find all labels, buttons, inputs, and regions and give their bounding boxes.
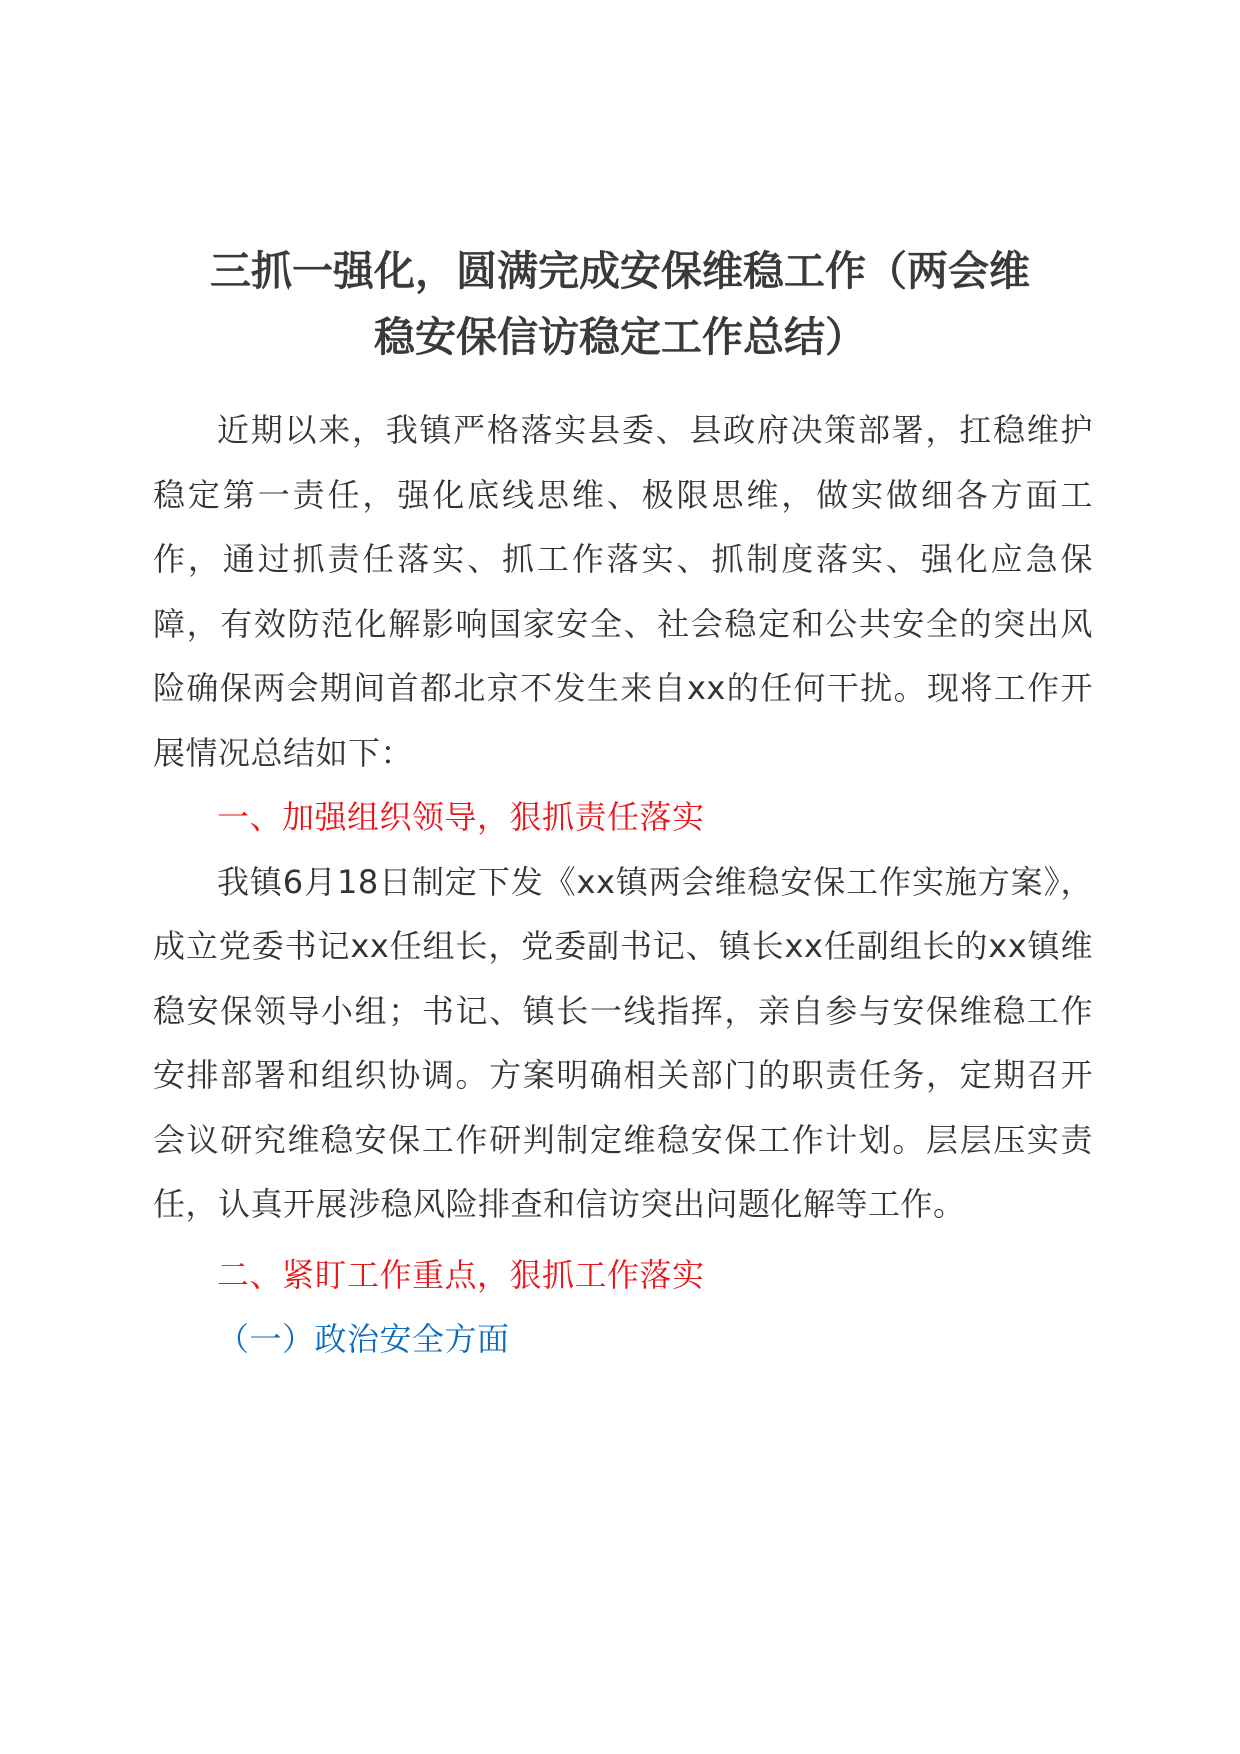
subsection-1-heading: （一）政治安全方面 [217, 1320, 510, 1358]
document-title-line-1: 三抓一强化，圆满完成安保维稳工作（两会维 [210, 247, 1030, 295]
document-title [150, 238, 1090, 370]
intro-paragraph: 近期以来，我镇严格落实县委、县政府决策部署，扛稳维护稳定第一责任，强化底线思维、极限思维，做实做细各方面工作，通过抓责任落实、抓工作落实、抓制度落实、强化应急保障，有效防范化解影响国家安全、社会稳定和公共安全的突出风险确保两会期间首都北京不发生来自xx的任何干扰。现将工作开展情况总结如下： [153, 411, 1093, 772]
document-body [153, 398, 1093, 1372]
section-1-paragraph: 我镇6月18日制定下发《xx镇两会维稳安保工作实施方案》，成立党委书记xx任组长，党委副书记、镇长xx任副组长的xx镇维稳安保领导小组；书记、镇长一线指挥，亲自参与安保维稳工作安排部署和组织协调。方案明确相关部门的职责任务，定期召开会议研究维稳安保工作研判制定维稳安保工作计划。层层压实责任，认真开展涉稳风险排查和信访突出问题化解等工作。 [153, 862, 1093, 1223]
section-2-heading: 二、紧盯工作重点，狠抓工作落实 [217, 1255, 705, 1294]
document-title-line-2: 稳安保信访稳定工作总结） [374, 313, 866, 361]
section-1-heading: 一、加强组织领导，狠抓责任落实 [217, 798, 705, 836]
